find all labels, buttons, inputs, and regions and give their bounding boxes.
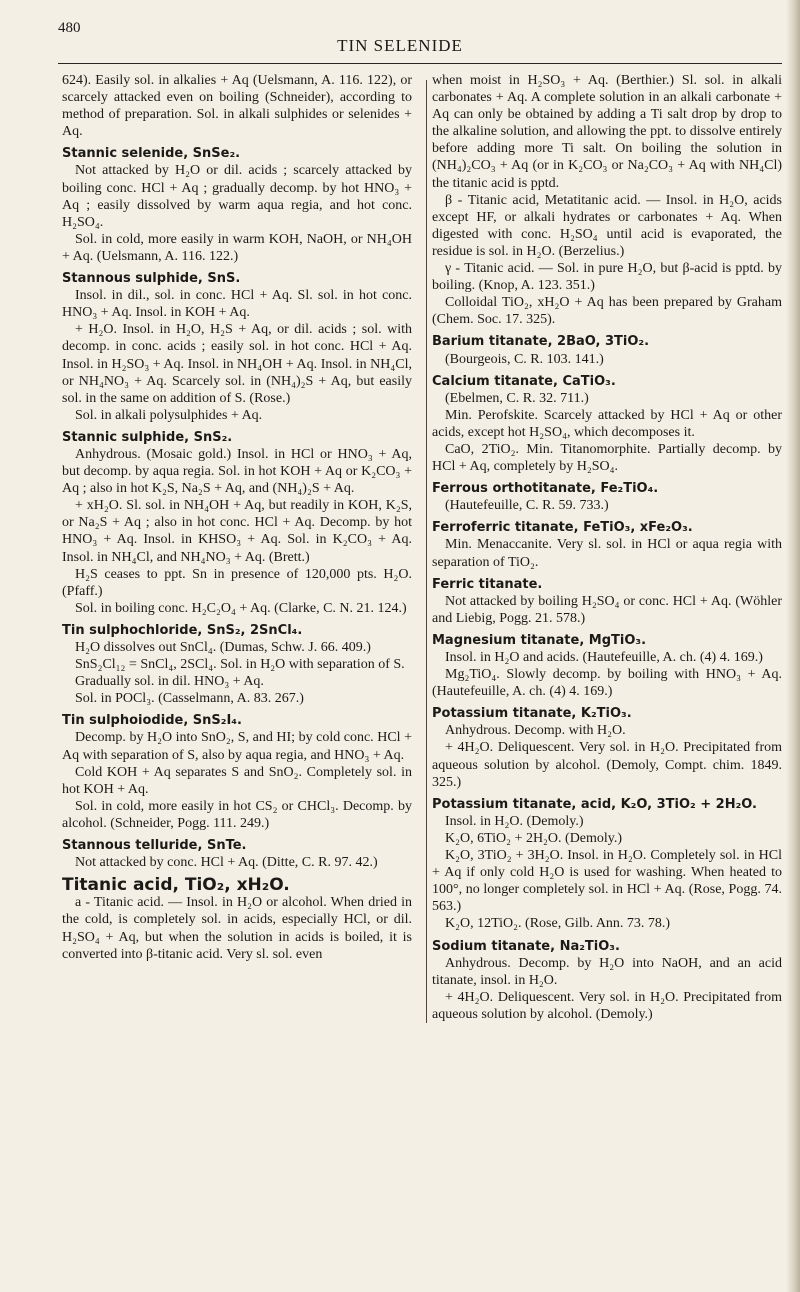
paragraph: Cold KOH + Aq separates S and SnO₂. Completely sol. in hot KOH + Aq. [62,764,412,797]
paragraph: (Bourgeois, C. R. 103. 141.) [445,351,604,367]
paragraph: + 4H₂O. Deliquescent. Very sol. in H₂O. Precipitated from aqueous solution by alcohol. (Demoly, Compt. chim. 1849. 325.) [432,740,782,790]
paragraph: H₂S ceases to ppt. Sn in presence of 120,000 pts. H₂O. (Pfaff.) [62,566,412,599]
paragraph: + H₂O. Insol. in H₂O, H₂S + Aq, or dil. acids ; sol. with decomp. in conc. acids ; easily sol. in hot conc. HCl + Aq. Insol. in H₂SO₃ + Aq. Insol. in NH₄OH + Aq. Insol. in NH₄Cl, or NH₄NO₃ + Aq. Scarcely sol. in (NH₄)₂S + Aq, but easily sol. in the same on addition of S. (Rose.) [62,322,412,406]
paragraph: (Ebelmen, C. R. 32. 711.) [445,390,589,406]
entry-heading: Ferrous orthotitanate, Fe₂TiO₄. [432,481,659,497]
entry-heading: Tin sulphochloride, SnS₂, 2SnCl₄. [62,622,303,638]
entry-heading: Sodium titanate, Na₂TiO₃. [432,938,620,954]
paragraph: Not attacked by H₂O or dil. acids ; scarcely attacked by boiling conc. HCl + Aq ; gradually decomp. by hot HNO₃ + Aq ; easily dissolved by warm aqua regia, and hot conc. H₂SO₄. [62,163,412,230]
paragraph: Decomp. by H₂O into SnO₂, S, and HI; by cold conc. HCl + Aq with separation of S, also by aqua regia, and HNO₃ + Aq. [62,730,412,763]
paragraph: a - Titanic acid. — Insol. in H₂O or alcohol. When dried in the cold, is completely sol. in acids, especially HCl, or dil. H₂SO₄ + Aq, but when the solution in acids is boiled, it is converted into β-titanic acid. Very sl. sol. even [62,895,412,962]
entry-heading: Stannic selenide, SnSe₂. [62,146,241,162]
entry-heading: Ferric titanate. [432,576,543,592]
page-number: 480 [58,20,81,36]
column-divider [426,80,427,1023]
paragraph: β - Titanic acid, Metatitanic acid. — Insol. in H₂O, acids except HF, or alkali hydrates or carbonates + Aq. When digested with conc. H₂SO₄ until acid is evaporated, the residue is sol. in H₂O. (Berzelius.) [432,192,782,259]
page-edge-shadow [786,0,800,1292]
paragraph: Min. Menaccanite. Very sl. sol. in HCl or aqua regia with separation of TiO₂. [432,537,782,570]
paragraph: (Hautefeuille, C. R. 59. 733.) [445,498,609,514]
entry-heading: Barium titanate, 2BaO, 3TiO₂. [432,334,650,350]
right-column [432,72,782,1023]
entry-heading: Magnesium titanate, MgTiO₃. [432,632,647,648]
paragraph: Not attacked by conc. HCl + Aq. (Ditte, C. R. 97. 42.) [75,855,378,871]
paragraph: K₂O, 3TiO₂ + 3H₂O. Insol. in H₂O. Completely sol. in HCl + Aq if only cold H₂O is used for washing. When heated to 100°, no longer completely sol. in HCl + Aq. (Rose, Pogg. 74. 563.) [432,848,782,915]
running-head: TIN SELENIDE [337,36,463,55]
paragraph: Sol. in POCl₃. (Casselmann, A. 83. 267.) [75,691,304,707]
paragraph: SnS₂Cl₁₂ = SnCl₄, 2SCl₄. Sol. in H₂O with separation of S. [75,657,405,673]
paragraph: Insol. in H₂O. (Demoly.) [445,813,584,829]
paragraph: K₂O, 12TiO₂. (Rose, Gilb. Ann. 73. 78.) [445,916,671,932]
entry-heading: Calcium titanate, CaTiO₃. [432,373,616,389]
section-heading: Titanic acid, TiO₂, xH₂O. [62,875,290,896]
paragraph: + 4H₂O. Deliquescent. Very sol. in H₂O. Precipitated from aqueous solution by alcohol. (Demoly.) [432,989,782,1022]
paragraph: Sol. in cold, more easily in warm KOH, NaOH, or NH₄OH + Aq. (Uelsmann, A. 116. 122.) [62,231,412,264]
left-column [62,72,412,963]
paragraph: Colloidal TiO₂, xH₂O + Aq has been prepared by Graham (Chem. Soc. 17. 325). [432,295,782,328]
paragraph: Sol. in boiling conc. H₂C₂O₄ + Aq. (Clarke, C. N. 21. 124.) [75,600,407,616]
entry-heading: Tin sulphoiodide, SnS₂I₄. [62,713,242,729]
continued-paragraph: 624). Easily sol. in alkalies + Aq (Uelsmann, A. 116. 122), or scarcely attacked even on boiling (Schneider), according to method of preparation. Sol. in alkali sulphides or selenides + Aq. [62,73,412,140]
entry-heading: Stannous sulphide, SnS. [62,271,241,287]
entry-heading: Stannic sulphide, SnS₂. [62,429,233,445]
paragraph: Insol. in H₂O and acids. (Hautefeuille, A. ch. (4) 4. 169.) [445,650,763,665]
paragraph: K₂O, 6TiO₂ + 2H₂O. (Demoly.) [445,830,623,846]
paragraph: Not attacked by boiling H₂SO₄ or conc. HCl + Aq. (Wöhler and Liebig, Pogg. 21. 578.) [432,593,782,626]
paragraph: CaO, 2TiO₂. Min. Titanomorphite. Partially decomp. by HCl + Aq, completely by H₂SO₄. [432,441,782,475]
paragraph: Gradually sol. in dil. HNO₃ + Aq. [75,674,264,690]
paragraph: Anhydrous. Decomp. by H₂O into NaOH, and an acid titanate, insol. in H₂O. [432,955,782,988]
paragraph: H₂O dissolves out SnCl₄. (Dumas, Schw. J. 66. 409.) [75,640,371,655]
paragraph: + xH₂O. Sl. sol. in NH₄OH + Aq, but readily in KOH, K₂S, or Na₂S + Aq ; also in hot conc. HCl + Aq. Decomp. by hot HNO₃ + Aq. Insol. in KHSO₃ + Aq. Sol. in K₂CO₃ + Aq. Insol. in NH₄Cl, and NH₄NO₃ + Aq. (Brett.) [62,498,412,565]
paragraph: γ - Titanic acid. — Sol. in pure H₂O, but β-acid is pptd. by boiling. (Knop, A. 123. 351.) [432,261,782,294]
paragraph: Min. Perofskite. Scarcely attacked by HCl + Aq or other acids, except hot H₂SO₄, which decomposes it. [432,407,782,440]
paragraph: Insol. in dil., sol. in conc. HCl + Aq. Sl. sol. in hot conc. HNO₃ + Aq. Insol. in KOH + Aq. [62,288,412,321]
header-rule [58,63,782,64]
entry-heading: Stannous telluride, SnTe. [62,838,247,854]
entry-heading: Potassium titanate, acid, K₂O, 3TiO₂ + 2H₂O. [432,796,757,812]
continued-paragraph: when moist in H₂SO₃ + Aq. (Berthier.) Sl. sol. in alkali carbonates + Aq. A complete solution in an alkali carbonate + Aq can only be obtained by adding a Ti salt drop by drop to the alkaline solution, and allowing the ppt. to dissolve entirely before adding more Ti salt. On boiling the solution in (NH₄)₂CO₃ + Aq (or in K₂CO₃ or Na₂CO₃ + Aq with NH₄Cl) the titanic acid is pptd. [432,73,782,191]
paragraph: Mg₂TiO₄. Slowly decomp. by boiling with HNO₃ + Aq. (Hautefeuille, A. ch. (4) 4. 169.) [432,667,782,700]
paragraph: Sol. in alkali polysulphides + Aq. [75,407,263,423]
entry-heading: Ferroferric titanate, FeTiO₃, xFe₂O₃. [432,520,693,536]
paragraph: Anhydrous. Decomp. with H₂O. [445,723,626,739]
paragraph: Anhydrous. (Mosaic gold.) Insol. in HCl or HNO₃ + Aq, but decomp. by aqua regia. Sol. in hot KOH + Aq or K₂CO₃ + Aq ; also in hot K₂S, Na₂S + Aq, and (NH₄)₂S + Aq. [62,446,412,497]
paragraph: Sol. in cold, more easily in hot CS₂ or CHCl₃. Decomp. by alcohol. (Schneider, Pogg. 111. 249.) [62,798,412,831]
entry-heading: Potassium titanate, K₂TiO₃. [432,706,632,722]
